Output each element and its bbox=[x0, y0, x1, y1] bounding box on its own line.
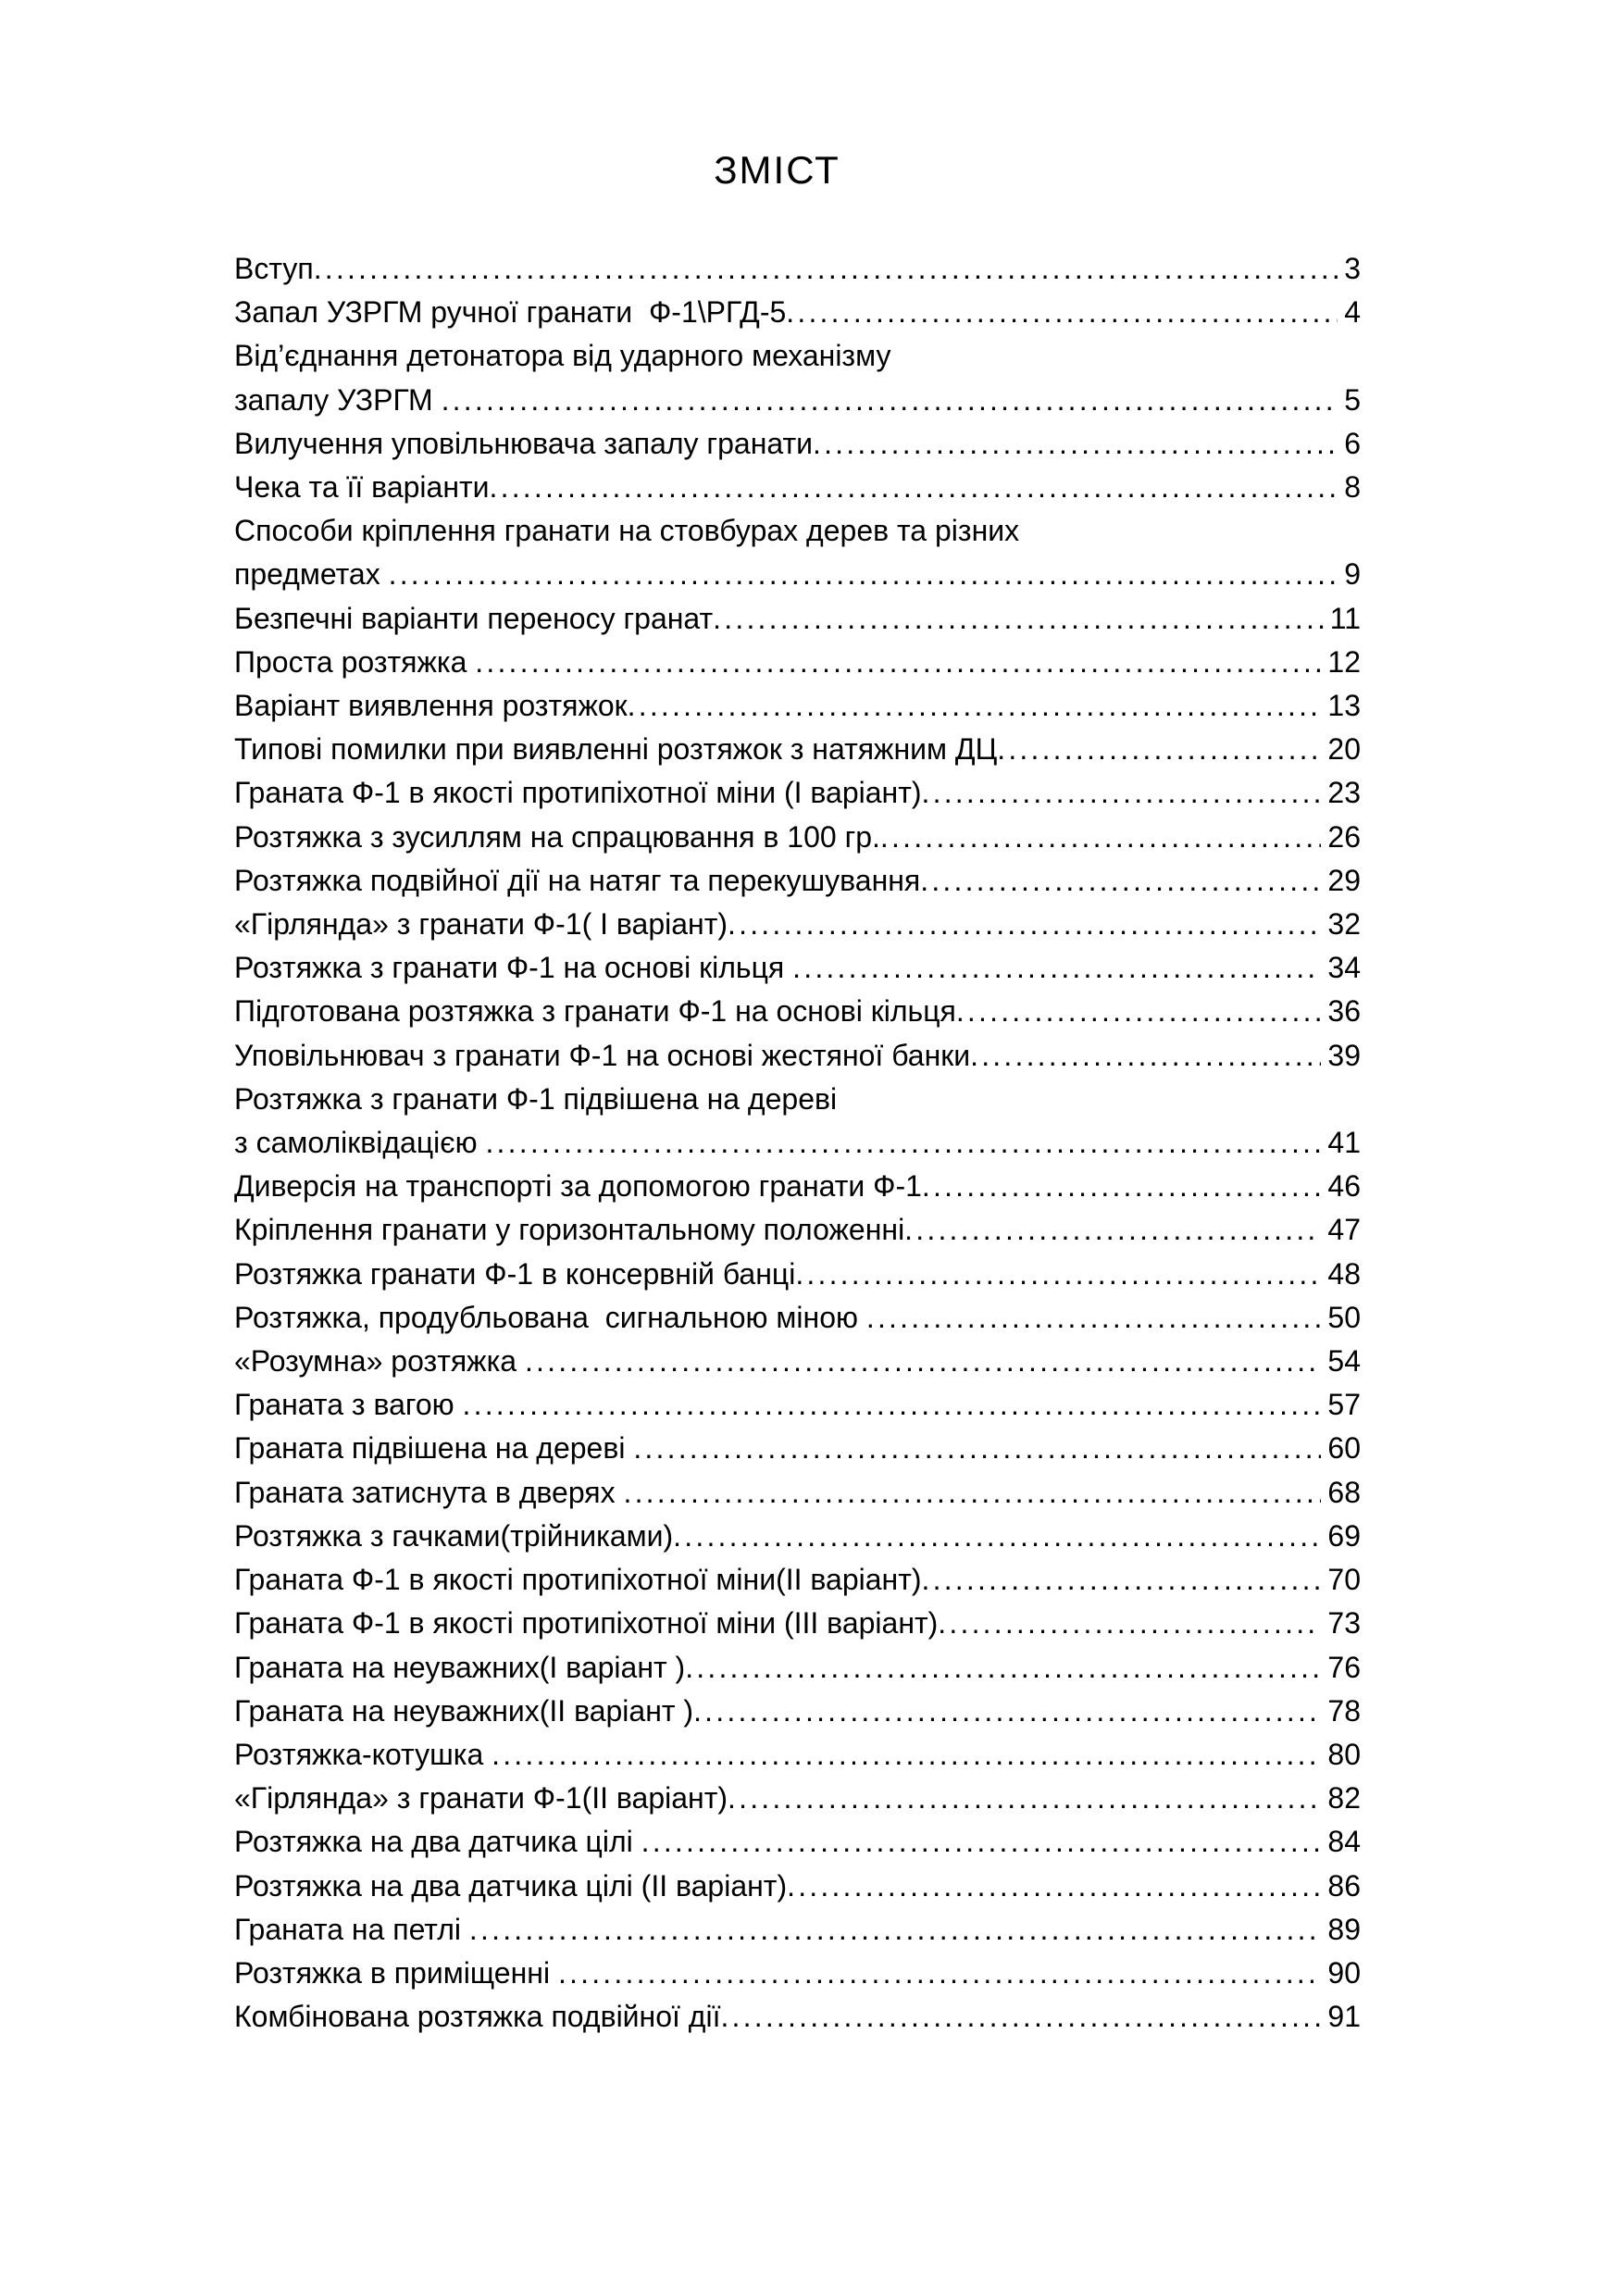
toc-entry-line bbox=[234, 990, 1361, 1033]
toc-entry bbox=[234, 1558, 1361, 1602]
toc-entry bbox=[234, 1383, 1361, 1427]
dot-leader bbox=[880, 816, 1321, 859]
dot-leader bbox=[728, 1777, 1321, 1820]
toc-entry-title: Граната на петлі bbox=[234, 1912, 469, 1946]
toc-entry-title: Розтяжка-котушка bbox=[234, 1737, 492, 1771]
toc-page-number: 46 bbox=[1327, 1169, 1361, 1204]
toc-entry-line bbox=[234, 859, 1361, 903]
toc-entry-line bbox=[234, 903, 1361, 946]
toc-entry-title: Граната Ф-1 в якості протипіхотної міни (І варіант) bbox=[234, 776, 922, 810]
toc-page-number: 90 bbox=[1327, 1955, 1361, 1990]
toc-entry-title: «Розумна» розтяжка bbox=[234, 1344, 525, 1379]
toc-entry bbox=[234, 291, 1361, 334]
toc-entry-line bbox=[234, 1208, 1361, 1252]
toc-page-number: 6 bbox=[1344, 426, 1361, 460]
toc-entry bbox=[234, 1253, 1361, 1296]
toc-entry bbox=[234, 1690, 1361, 1733]
toc-entry-line bbox=[234, 1165, 1361, 1208]
toc-entry-title: Розтяжка з гачками(трійниками) bbox=[234, 1518, 674, 1553]
toc-entry-line bbox=[234, 1733, 1361, 1777]
toc-entry bbox=[234, 1515, 1361, 1558]
toc-entry-title: Розтяжка гранати Ф-1 в консервній банці bbox=[234, 1256, 796, 1291]
toc-entry bbox=[234, 1034, 1361, 1078]
toc-entry-title: Розтяжка подвійної дії на натяг та перекушування bbox=[234, 863, 921, 897]
toc-entry-title: Кріплення гранати у горизонтальному положенні bbox=[234, 1213, 905, 1247]
toc-entry bbox=[234, 509, 1361, 596]
toc-entry-title: Розтяжка на два датчика цілі (ІІ варіант) bbox=[234, 1868, 788, 1903]
toc-entry bbox=[234, 1995, 1361, 2039]
dot-leader bbox=[720, 1995, 1321, 2039]
toc-entry bbox=[234, 684, 1361, 728]
toc-entry bbox=[234, 1602, 1361, 1645]
toc-page-number: 84 bbox=[1327, 1825, 1361, 1859]
toc-entry-line bbox=[234, 1253, 1361, 1296]
toc-page-number: 9 bbox=[1344, 557, 1361, 592]
toc-entry-title: Розтяжка з зусиллям на спрацювання в 100 гр. bbox=[234, 819, 880, 854]
toc-entry-line: Від’єднання детонатора від ударного механізму bbox=[234, 339, 891, 373]
toc-page-number: 11 bbox=[1329, 601, 1361, 635]
toc-entry bbox=[234, 247, 1361, 291]
dot-leader bbox=[970, 1034, 1321, 1078]
toc-page-number: 41 bbox=[1327, 1126, 1361, 1160]
dot-leader bbox=[475, 641, 1321, 684]
toc-entry-title: Уповільнювач з гранати Ф-1 на основі жестяної банки bbox=[234, 1038, 971, 1072]
toc-entry-title: Підготована розтяжка з гранати Ф-1 на основі кільця bbox=[234, 994, 956, 1029]
toc-entry-line bbox=[234, 1602, 1361, 1645]
toc-entry-title: «Гірлянда» з гранати Ф-1( І варіант) bbox=[234, 907, 728, 942]
toc-entry bbox=[234, 771, 1361, 815]
toc-page-number: 76 bbox=[1327, 1650, 1361, 1684]
dot-leader bbox=[623, 1471, 1321, 1515]
toc-entry-title: Вилучення уповільнювача запалу гранати bbox=[234, 426, 813, 460]
toc-entry bbox=[234, 816, 1361, 859]
toc-entry-line bbox=[234, 1690, 1361, 1733]
toc-entry-line bbox=[234, 946, 1361, 990]
dot-leader bbox=[389, 553, 1338, 596]
toc-entry bbox=[234, 990, 1361, 1033]
dot-leader bbox=[866, 1296, 1322, 1340]
toc-entry bbox=[234, 1078, 1361, 1165]
toc-page-number: 23 bbox=[1327, 776, 1361, 810]
dot-leader bbox=[795, 1253, 1321, 1296]
toc-entry-title: Граната підвішена на дереві bbox=[234, 1431, 634, 1466]
dot-leader bbox=[920, 859, 1321, 903]
toc-page-number: 86 bbox=[1327, 1868, 1361, 1903]
dot-leader bbox=[525, 1340, 1321, 1383]
toc-page-number: 78 bbox=[1327, 1693, 1361, 1728]
toc-entry-title: Розтяжка в приміщенні bbox=[234, 1955, 558, 1990]
toc-entry-line bbox=[234, 1865, 1361, 1908]
toc-entry bbox=[234, 1733, 1361, 1777]
dot-leader bbox=[786, 291, 1338, 334]
toc-entry-title: Граната на неуважних(ІІ варіант ) bbox=[234, 1693, 694, 1728]
toc-entry-line bbox=[234, 1995, 1361, 2039]
toc-entry-line: Розтяжка з гранати Ф-1 підвішена на дереві bbox=[234, 1081, 838, 1116]
toc-entry-title: Комбінована розтяжка подвійної дії bbox=[234, 2000, 721, 2034]
dot-leader bbox=[314, 247, 1338, 291]
toc-entry-title: «Гірлянда» з гранати Ф-1(ІІ варіант) bbox=[234, 1781, 728, 1816]
toc-page-number: 34 bbox=[1327, 951, 1361, 985]
toc-entry bbox=[234, 1296, 1361, 1340]
toc-entry bbox=[234, 422, 1361, 466]
toc-entry-title: Диверсія на транспорті за допомогою гранати Ф-1 bbox=[234, 1169, 922, 1204]
dot-leader bbox=[490, 466, 1338, 509]
toc-entry-title: запалу УЗРГМ bbox=[234, 382, 442, 417]
toc-page-number: 32 bbox=[1327, 907, 1361, 942]
toc-page-number: 29 bbox=[1327, 863, 1361, 897]
toc-entry-line bbox=[234, 1820, 1361, 1864]
toc-entry-line bbox=[234, 641, 1361, 684]
dot-leader bbox=[787, 1865, 1321, 1908]
toc-page-number: 73 bbox=[1327, 1606, 1361, 1641]
toc-entry-line bbox=[234, 1558, 1361, 1602]
dot-leader bbox=[485, 1121, 1321, 1165]
toc-page-number: 3 bbox=[1344, 252, 1361, 285]
toc-entry bbox=[234, 1208, 1361, 1252]
toc-entry-title: Безпечні варіанти переносу гранат bbox=[234, 601, 714, 635]
toc-page-number: 68 bbox=[1327, 1475, 1361, 1509]
dot-leader bbox=[922, 771, 1322, 815]
toc-entry-line bbox=[234, 291, 1361, 334]
toc-entry-line bbox=[234, 1777, 1361, 1820]
toc-entry-line bbox=[234, 1340, 1361, 1383]
toc-entry bbox=[234, 903, 1361, 946]
toc-entry bbox=[234, 1165, 1361, 1208]
toc-page-number: 80 bbox=[1327, 1737, 1361, 1771]
toc-entry bbox=[234, 1865, 1361, 1908]
dot-leader bbox=[693, 1690, 1321, 1733]
dot-leader bbox=[633, 1427, 1321, 1470]
toc-entry-title: Варіант виявлення розтяжок bbox=[234, 689, 628, 723]
toc-page-number: 26 bbox=[1327, 819, 1361, 854]
dot-leader bbox=[904, 1208, 1321, 1252]
dot-leader bbox=[997, 728, 1321, 771]
toc-entry-title: предметах bbox=[234, 557, 389, 592]
toc-entry-line bbox=[234, 1034, 1361, 1078]
toc-page-number: 4 bbox=[1344, 295, 1361, 330]
toc-entry-line bbox=[234, 1515, 1361, 1558]
dot-leader bbox=[558, 1952, 1321, 1995]
toc-entry bbox=[234, 1777, 1361, 1820]
toc-entry-title: Граната на неуважних(І варіант ) bbox=[234, 1650, 686, 1684]
toc-entry-line bbox=[234, 422, 1361, 466]
toc-entry-line bbox=[234, 728, 1361, 771]
toc-entry bbox=[234, 1820, 1361, 1864]
toc-page-number: 47 bbox=[1327, 1213, 1361, 1247]
toc-entry-line bbox=[234, 553, 1361, 596]
toc-entry bbox=[234, 1646, 1361, 1690]
toc-entry bbox=[234, 859, 1361, 903]
toc-page-number: 91 bbox=[1327, 2000, 1361, 2034]
toc-entry-title: Розтяжка з гранати Ф-1 на основі кільця bbox=[234, 951, 793, 985]
toc-entry-line bbox=[234, 1296, 1361, 1340]
toc-entry-title: Розтяжка, продубльована сигнальною міною bbox=[234, 1300, 866, 1334]
toc-entry-line bbox=[234, 1471, 1361, 1515]
toc-page-number: 13 bbox=[1327, 689, 1361, 723]
toc-entry-title: з самоліквідацією bbox=[234, 1126, 486, 1160]
toc-entry-line bbox=[234, 1121, 1361, 1165]
toc-entry bbox=[234, 1427, 1361, 1470]
toc-entry-line bbox=[234, 1952, 1361, 1995]
dot-leader bbox=[792, 946, 1321, 990]
toc-entry bbox=[234, 1908, 1361, 1952]
toc-entry-line bbox=[234, 816, 1361, 859]
dot-leader bbox=[469, 1908, 1321, 1952]
toc-entry-line bbox=[234, 247, 1361, 291]
toc-entry-title: Вступ bbox=[234, 252, 314, 285]
toc-page-number: 57 bbox=[1327, 1388, 1361, 1422]
toc-page-number: 60 bbox=[1327, 1431, 1361, 1466]
toc-entry bbox=[234, 1471, 1361, 1515]
dot-leader bbox=[685, 1646, 1321, 1690]
toc-entry bbox=[234, 466, 1361, 509]
toc-page-number: 54 bbox=[1327, 1344, 1361, 1379]
dot-leader bbox=[956, 990, 1322, 1033]
toc-entry-line bbox=[234, 1383, 1361, 1427]
toc-entry-title: Граната з вагою bbox=[234, 1388, 463, 1422]
toc-page-number: 48 bbox=[1327, 1256, 1361, 1291]
toc-entry-title: Розтяжка на два датчика цілі bbox=[234, 1825, 641, 1859]
dot-leader bbox=[922, 1558, 1322, 1602]
toc-entry bbox=[234, 334, 1361, 421]
dot-leader bbox=[922, 1165, 1322, 1208]
toc-entry-title: Чека та її варіанти bbox=[234, 470, 490, 505]
toc-entry-line: Способи кріплення гранати на стовбурах дерев та різних bbox=[234, 514, 1020, 548]
toc-entry bbox=[234, 946, 1361, 990]
dot-leader bbox=[938, 1602, 1321, 1645]
page-title: ЗМІСТ bbox=[714, 148, 840, 192]
toc-page-number: 39 bbox=[1327, 1038, 1361, 1072]
toc-entry bbox=[234, 728, 1361, 771]
toc-list bbox=[234, 247, 1361, 2039]
toc-entry-line bbox=[234, 1646, 1361, 1690]
toc-entry bbox=[234, 597, 1361, 641]
dot-leader bbox=[492, 1733, 1321, 1777]
toc-entry-line bbox=[234, 771, 1361, 815]
dot-leader bbox=[673, 1515, 1321, 1558]
toc-entry-line bbox=[234, 684, 1361, 728]
toc-entry-title: Граната Ф-1 в якості протипіхотної міни (ІІІ варіант) bbox=[234, 1606, 939, 1641]
toc-page-number: 12 bbox=[1327, 644, 1361, 679]
toc-entry-line bbox=[234, 379, 1361, 422]
toc-entry-line bbox=[234, 1427, 1361, 1470]
toc-entry-line bbox=[234, 466, 1361, 509]
toc-page-number: 50 bbox=[1327, 1300, 1361, 1334]
dot-leader bbox=[628, 684, 1322, 728]
toc-entry bbox=[234, 641, 1361, 684]
toc-entry bbox=[234, 1952, 1361, 1995]
dot-leader bbox=[728, 903, 1321, 946]
toc-entry-line bbox=[234, 597, 1361, 641]
toc-entry-title: Граната Ф-1 в якості протипіхотної міни(ІІ варіант) bbox=[234, 1563, 922, 1597]
toc-page-number: 36 bbox=[1327, 994, 1361, 1029]
toc-entry-title: Проста розтяжка bbox=[234, 644, 476, 679]
toc-entry-title: Граната затиснута в дверях bbox=[234, 1475, 624, 1509]
toc-page-number: 69 bbox=[1327, 1518, 1361, 1553]
toc-page-number: 89 bbox=[1327, 1912, 1361, 1946]
toc-page-number: 20 bbox=[1327, 732, 1361, 767]
toc-entry-line bbox=[234, 1908, 1361, 1952]
toc-page-number: 8 bbox=[1344, 470, 1361, 505]
toc-entry-title: Запал УЗРГМ ручної гранати Ф-1\РГД-5 bbox=[234, 295, 787, 330]
dot-leader bbox=[463, 1383, 1322, 1427]
toc-page-number: 70 bbox=[1327, 1563, 1361, 1597]
dot-leader bbox=[442, 379, 1338, 422]
toc-page-number: 5 bbox=[1344, 382, 1361, 417]
dot-leader bbox=[713, 597, 1324, 641]
toc-entry-title: Типові помилки при виявленні розтяжок з натяжним ДЦ bbox=[234, 732, 998, 767]
toc-page-number: 82 bbox=[1327, 1781, 1361, 1816]
toc-entry bbox=[234, 1340, 1361, 1383]
dot-leader bbox=[641, 1820, 1322, 1864]
dot-leader bbox=[813, 422, 1338, 466]
